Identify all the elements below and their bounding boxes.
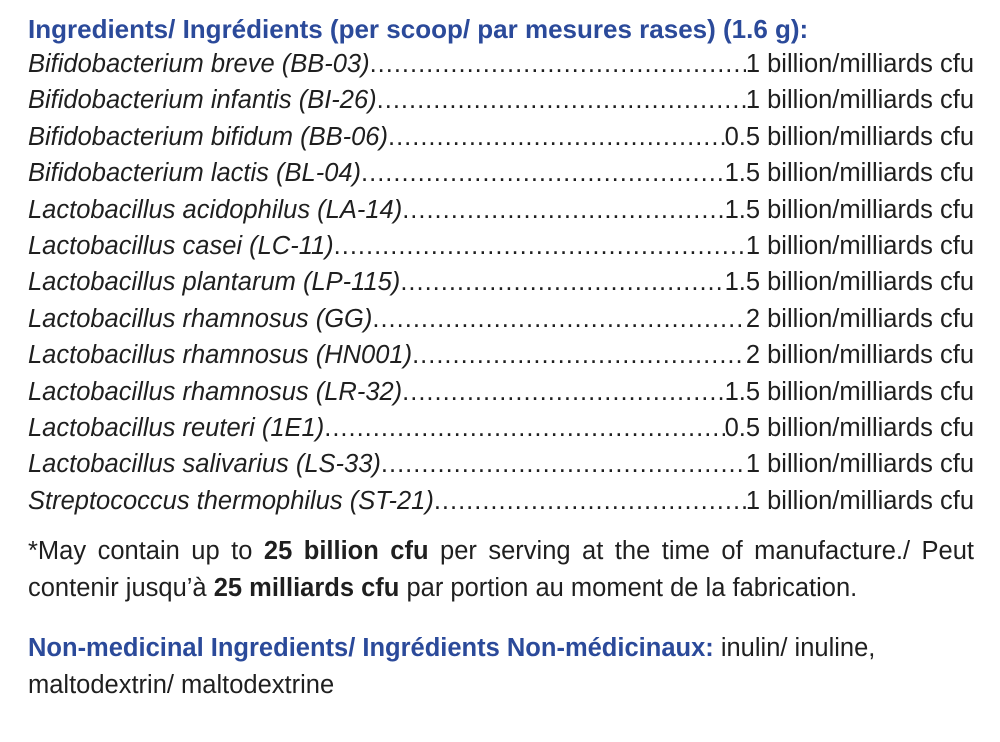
ingredient-row	[28, 337, 974, 373]
ingredient-row	[28, 192, 974, 228]
ingredient-row	[28, 301, 974, 337]
ingredients-panel	[28, 12, 974, 703]
non-medicinal-label: Non-medicinal Ingredients/ Ingrédients Non-médicinaux:	[28, 634, 714, 663]
ingredients-heading: Ingredients/ Ingrédients (per scoop/ par mesures rases) (1.6 g):	[28, 14, 809, 44]
ingredient-name: Lactobacillus acidophilus (LA-14)	[28, 195, 403, 224]
ingredient-amount: 0.5 billion/milliards cfu	[724, 414, 974, 443]
footnote-bold-english: 25 billion cfu	[263, 537, 429, 566]
ingredient-amount: 1 billion/milliards cfu	[745, 50, 974, 78]
ingredient-amount: 1 billion/milliards cfu	[745, 232, 974, 261]
ingredient-amount: 1 billion/milliards cfu	[745, 486, 974, 515]
ingredient-name: Lactobacillus rhamnosus (GG)	[28, 304, 373, 333]
non-medicinal-ingredients	[28, 630, 974, 703]
dot-leader	[400, 264, 724, 300]
ingredient-name: Lactobacillus casei (LC-11)	[28, 232, 334, 261]
ingredient-amount: 2 billion/milliards cfu	[745, 304, 974, 333]
ingredient-list	[28, 46, 974, 519]
ingredient-row	[28, 228, 974, 264]
ingredient-row	[28, 374, 974, 410]
footnote-text: *May contain up to	[28, 537, 264, 566]
ingredient-amount: 0.5 billion/milliards cfu	[724, 122, 974, 151]
ingredient-name: Lactobacillus reuteri (1E1)	[28, 414, 325, 443]
ingredient-name: Bifidobacterium bifidum (BB-06)	[28, 122, 388, 151]
non-medicinal-text: inulin/ inuline, maltodextrin/ maltodextrine	[28, 634, 876, 699]
dot-leader	[361, 155, 725, 191]
ingredient-amount: 1 billion/milliards cfu	[745, 86, 974, 115]
cfu-footnote	[28, 533, 974, 606]
ingredient-name: Bifidobacterium breve (BB-03)	[28, 50, 370, 78]
dot-leader	[402, 192, 724, 228]
ingredient-row	[28, 155, 974, 191]
ingredient-amount: 1.5 billion/milliards cfu	[724, 159, 974, 188]
ingredient-name: Bifidobacterium infantis (BI-26)	[28, 86, 377, 115]
dot-leader	[388, 119, 725, 155]
ingredient-row	[28, 446, 974, 482]
ingredient-row	[28, 483, 974, 519]
ingredient-amount: 1.5 billion/milliards cfu	[724, 268, 974, 297]
dot-leader	[381, 446, 746, 482]
ingredient-name: Lactobacillus rhamnosus (LR-32)	[28, 377, 403, 406]
dot-leader	[377, 82, 746, 118]
dot-leader	[334, 228, 746, 264]
dot-leader	[434, 483, 746, 519]
ingredient-row	[28, 119, 974, 155]
ingredient-name: Streptococcus thermophilus (ST-21)	[28, 486, 434, 515]
dot-leader	[412, 337, 746, 373]
ingredient-amount: 1 billion/milliards cfu	[745, 450, 974, 479]
footnote-text: per serving at the time of manufacture./ Peut contenir jusqu’à	[28, 537, 974, 602]
ingredient-amount: 1.5 billion/milliards cfu	[724, 377, 974, 406]
ingredient-name: Bifidobacterium lactis (BL-04)	[28, 159, 362, 188]
footnote-text: par portion au moment de la fabrication.	[399, 573, 858, 602]
footnote-bold-french: 25 milliards cfu	[213, 573, 400, 602]
dot-leader	[324, 410, 724, 446]
ingredient-name: Lactobacillus plantarum (LP-115)	[28, 268, 401, 297]
ingredient-row	[28, 410, 974, 446]
ingredient-row	[28, 264, 974, 300]
ingredient-row	[28, 46, 974, 82]
ingredient-amount: 2 billion/milliards cfu	[745, 341, 974, 370]
dot-leader	[402, 374, 724, 410]
ingredient-name: Lactobacillus salivarius (LS-33)	[28, 450, 381, 479]
ingredient-amount: 1.5 billion/milliards cfu	[724, 195, 974, 224]
ingredient-name: Lactobacillus rhamnosus (HN001)	[28, 341, 413, 370]
ingredient-row	[28, 82, 974, 118]
dot-leader	[370, 46, 746, 82]
dot-leader	[372, 301, 745, 337]
